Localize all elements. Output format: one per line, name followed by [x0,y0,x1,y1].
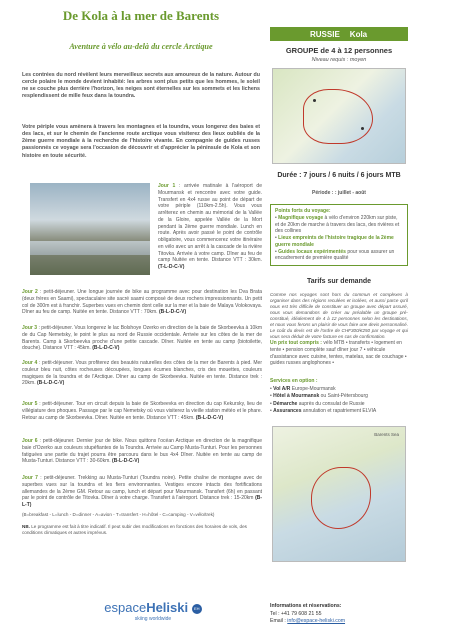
route-line [303,89,373,144]
option-item: • Hôtel à Mourmansk ou Saint-Pétersbourg [270,393,368,399]
trip-period: Période : : juillet - août [312,190,366,196]
meal-legend: (B=breakfast - L=lunch - D=dinner - A=avion - T=transfert - H=hôtel - C=camping - V=vélo/trek) [22,512,215,517]
country-label: RUSSIE [310,29,340,39]
landscape-photo [30,183,150,275]
options-heading: Services en option : [270,378,318,384]
itinerary-day: Jour 7 : petit-déjeuner. Trekking au Musta-Tunturi (Toundra noire). Petite chaîne de montagne avec de superbes vues sur la toundra et les fiers environnantes. Vestiges encore intacts des fortifications allemandes de la 2ème GM. Retour au camp, lunch et départ pour Mourmansk. Transfert (6h) en passant par le point de contrôle de Titovka. Dîner à votre charge. Transfert à l'aéroport. Distance trek : 15-20km (B-L-T) [22,475,263,508]
page-subtitle: Aventure à vélo au-delà du cercle Arctique [69,42,213,51]
contact-block: Informations et réservations: Tel : +41 79 608 21 55 Email : info@espace-heliski.com [270,603,420,626]
option-item: • Démarche auprès du consulat de Russie [270,400,365,407]
option-item: • Assurances annulation et rapatriement ELVIA [270,408,377,414]
map-caption: Barents Sea [374,432,399,437]
itinerary-day: Jour 5 : petit-déjeuner. Tour en circuit depuis la baie de Skorbeevka en direction du cap Kekursky, lieu de villégiature des phoques. Passage par le cap Nemetsky où vous visiterez la vieille station météo et le phare. Retour au camp de Skorbeevka. Dîner. Nuitée en tente. Distance VTT : 45km. (B-L-D-C-V) [22,401,262,421]
disclaimer-note: NB. Le programme est fait à titre indicatif. Il peut subir des modifications en fonctions des horaires de vols, des conditions climatiques et autres imprévus. [22,524,247,536]
strong-points-box [270,204,408,266]
trip-duration: Durée : 7 jours / 6 nuits / 6 jours MTB [277,172,401,179]
contact-email-link[interactable]: info@espace-heliski.com [287,618,346,625]
option-item: • Vol A/R Europe-Mourmansk [270,385,336,392]
strong-point-item: • Guides locaux expérimentés pour vous assurer un encadrement de première qualité [275,248,395,262]
contact-heading: Informations et réservations: [270,603,342,609]
itinerary-day: Jour 4 : petit-déjeuner. Vous profiterez des beautés naturelles des côtes de la mer de Barents à pied. Mer couleur bleu nuit, côtes rocheuses découpées, longues écumes blanches, cris des mouettes, couleurs magiques de la toundra et de l'Arctique. Dîner au camp de Skorbeevka. Nuitée en tente. Distance trek : 20km. (B-L-D-C-V) [22,360,263,387]
strong-point-item: • Magnifique voyage à vélo d'environ 220km sur piste, et de 20km de marche à travers des lacs, des rivières et des collines [275,214,400,235]
itinerary-day: Jour 1 : arrivée matinale à l'aéroport de Mourmansk et rencontre avec votre guide. Transfert en 4x4 russe au point de départ de votre périple (110km-2.5h). Vous vous arrêterez en chemin au mémorial de la Vallée de la Gloire, appelée Vallée de la Mort pendant la 2ème guerre mondiale. Lunch en route. Après avoir passé le point de contrôle obligatoire, vous commencerez votre itinéraire en vélo avec un arrêt à la cascade de la rivière Titovka. Arrivée à votre camp. Dîner au feu de camp Nuitée en tente. Distance VTT : 30km. (T-L-D-C-V) [158,183,262,270]
logo-badge-icon: EH [192,604,202,614]
pricing-heading: Tarifs sur demande [306,278,372,285]
strong-points-heading: Points forts du voyage: [275,208,331,214]
included-section: Un prix tout compris : vélo MTB • transferts • logement en tente • pension complète sauf dîner jour 7 • véhicule d'assistance avec cuisine, tentes, matelas, sac de couchage • guides russes anglophones • [270,340,407,367]
page-title: De Kola à la mer de Barents [62,8,220,23]
strong-point-item: • Lieux empreints de l'histoire tragique de la 2ème guerre mondiale [275,235,394,248]
route-line [311,467,371,529]
route-map [272,426,406,562]
map-marker [313,99,316,102]
logo-tagline: skiing worldwide [134,616,172,622]
itinerary-day: Jour 2 : petit-déjeuner. Une longue journée de bike au programme avec pour destination les Dva Brata (deux frères en Saami), spectaculaire site sacré saami composé de deux rochers impressionnants. Un petit col de 300m est à franchir. Superbes vues en chemin dont celle sur la mer et la baie de Malaya Volokovaya. Dîner au feu de camp. Nuitée en tente. Distance VTT : 70km. (B-L-D-C-V) [22,289,262,316]
destination-header [270,27,408,41]
options-section [270,378,408,416]
itinerary-day: Jour 3 : petit-déjeuner. Vous longerez le lac Bolshoye Ozerko en direction de la baie de Skorbeevka à 10km de du Cap Nemetsky, le point le plus au nord de Russie occidentale. Arrivée sur les côtes de la mer de Barents. Camp à Skorbeevka proche d'une petite cascade. Dîner. Nuitée en tente au camp (biotoilette, douche). Distance VTT : 45km. (B-L-D-C-V) [22,325,262,352]
itinerary-day: Jour 6 : petit-déjeuner. Dernier jour de bike. Nous quittons l'océan Arctique en direction de la magnifique baie d'Ozerko aux couleurs stupéfiantes de la Toundra. Arrivée au Camp Musta-Tunturi. Pour les personnes fatiguées une partie du trajet pourra être parcouru dans le bus 4x4 Dîner. Nuitée en tente au camp de Musta-Tunturi. Distance VTT : 30-60km. (B-L-D-C-V) [22,438,262,465]
intro-paragraph: Les contrées du nord révèlent leurs merveilleux secrets aux amoureux de la nature. Autour du cercle polaire le monde devient inhabité: les arbres sont plus petits que les hommes, le soleil ne se couche plus derrière l'horizon, les neiges sont éternelles sur les sommets et les lichens resplendissent de mille feux dans la toundra. [22,72,260,100]
brand-logo[interactable]: espaceHeliski EH skiing worldwide [88,600,218,622]
level-required: Niveau requis : moyen [311,57,367,63]
group-size: GROUPE de 4 à 12 personnes [285,46,393,55]
region-label: Kola [349,29,368,39]
overview-map [272,68,406,164]
pricing-note: Comme nos voyages sont hors du commun et complexes à organiser dans des régions reculées et isolées, et aussi parce qu'il nous est très difficile de constituer un groupe avec départ assuré, nous vous demandons de créer au préalable un groupe pré-constitué, idéalement de 4 à 12 personnes selon les destinations, et nous vous ferons un plaisir de vous faire une devis personnalisé. Le coût du devis est de l'ordre de CHF300/€250 par voyage et qui vous sera déduit de votre facture en cas de confirmation. [270,292,408,339]
map-marker [361,127,364,130]
intro-paragraph: Votre périple vous amènera à travers les montagnes et la toundra, vous longerez des baies et des lacs, et sur le chemin de l'ancienne route arctique vous visiterez des lieux oubliés de la 2ème guerre mondiale à la recherche de l'histoire vivante. En compagnie de guides russes passionnés ce voyage sera l'occasion de découvrir et d'apprécier la péninsule de Kola et son histoire en toute sécurité. [22,124,260,159]
contact-phone: Tel : +41 79 608 21 55 [270,610,322,617]
